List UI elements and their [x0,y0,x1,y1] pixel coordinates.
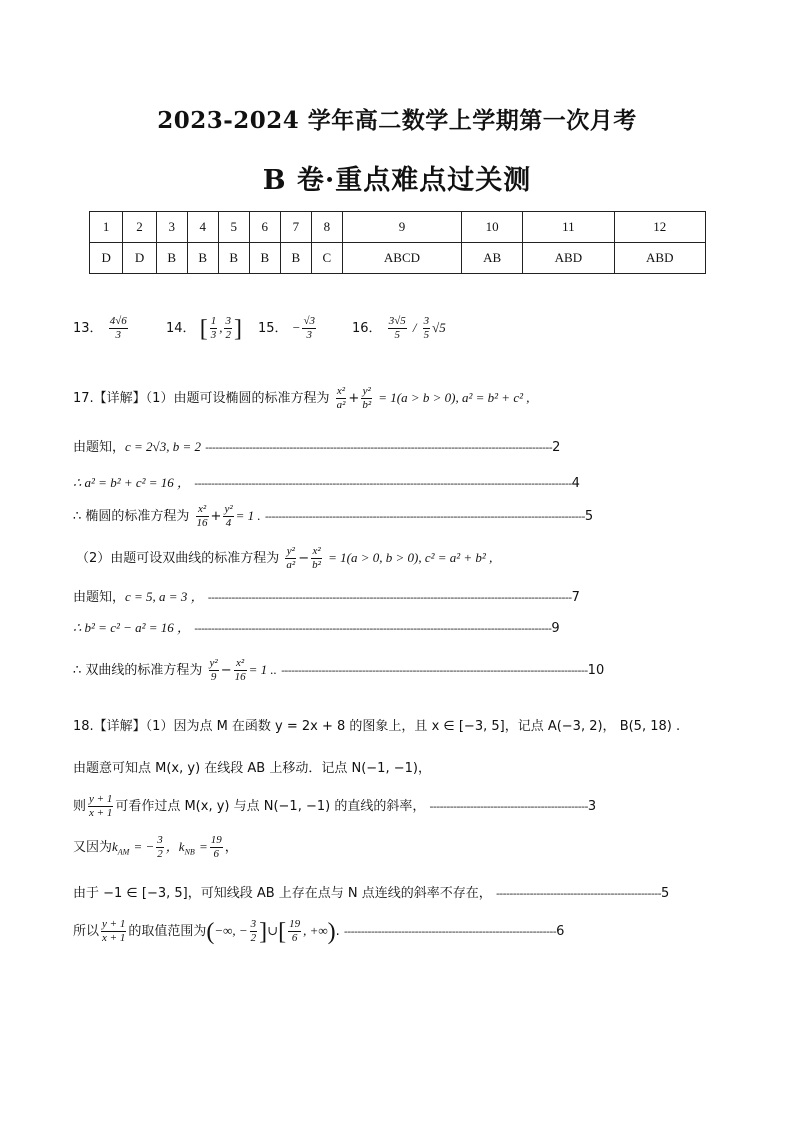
k-nb-den: 6 [213,848,219,860]
q18-l1-text: 由题意可知点 M(x, y) 在线段 AB 上移动．记点 N(−1, −1)， [73,761,431,776]
answer-table [89,211,706,274]
score-mark: 10 [587,663,605,678]
answer-cell: B [218,243,249,274]
q18-intro-text: 18.【详解】（1）因为点 M 在函数 y = 2x + 8 的图象上，且 x ∈ [−3, 5]，记点 A(−3, 2)， B(5, 18) . [73,719,681,734]
slope-num: y + 1 [89,793,113,805]
score-leader: ------------------------------------------------------------------------------------------------------- [205,441,553,454]
fill-answer-13 [73,315,130,342]
ellipse-frac-x: $\frac{\text{x²}}{\text{a²}}$ [336,385,346,411]
q18-l5-end: . [335,924,340,939]
q16-alt-tail: √5 [432,320,446,335]
answer-cell: D [90,243,123,274]
q14-b-den: 2 [225,329,231,341]
q17-l2-math: ∴ a² = b² + c² = 16 ， [73,475,191,490]
comma: , [219,320,223,335]
score-mark: 3 [587,799,597,814]
score-leader: ------------------------------------------------------------------------------------------------------------ [207,591,572,604]
q17-p2-math: = 1(a > 0, b > 0), c² = a² + b² , [328,550,493,565]
question-number: 8 [311,212,342,243]
answer-cell: ABD [523,243,614,274]
q14-a-den: 3 [210,329,217,341]
range-b1-num: 3 [250,918,257,930]
score-mark: 4 [571,476,580,491]
q14-frac-b [224,315,232,342]
q17-intro: 17.【详解】（1）由题可设椭圆的标准方程为 $\frac{\text{x²}}{\text{a²}}$ + $\frac{\text{y²}}{\text{b²}}$ = 1(a > b > 0), a² = b² + c² , [73,385,530,411]
eq-1: = − [133,839,155,854]
q18-l3-end: ， [224,840,238,855]
question-number: 7 [280,212,311,243]
score-leader: ---------------------------------------------------------------------------------------------------------------- [194,477,572,490]
exam-subtitle: B 卷·重点难点过关测 [262,165,532,196]
range-part-a: −∞, − [214,923,248,938]
answer-table-answer-row [90,243,706,274]
range-bound-2 [288,918,301,945]
range-num: y + 1 [102,918,126,930]
q17-l4-text: 由题知， [73,590,126,605]
q14-frac-a [210,315,218,342]
answer-cell: D [123,243,156,274]
score-leader: --------------------------------------------------------------- [343,925,557,938]
q17-p2-text: （2）由题可设双曲线的标准方程为 [76,551,280,566]
q17-l5-math: ∴ b² = c² − a² = 16 ， [73,620,191,635]
q18-l3-pre: 又因为 [73,840,113,855]
score-leader: ----------------------------------------------- [429,800,588,813]
ellipse-result-x: $\frac{\text{x²}}{16}$ [196,503,208,529]
q17-l3-tail: = 1 . [235,508,261,523]
score-mark: 6 [556,924,565,939]
fill-answer-15 [258,315,318,342]
q13-fraction [109,315,128,342]
hyperbola-frac-y: $\frac{\text{y²}}{\text{a²}}$ [286,545,296,571]
score-leader: ------------------------------------------------------------------------------------------- [281,664,588,677]
q13-den: 3 [115,329,121,341]
q16-alt-den: 5 [423,329,430,341]
q17-l1-text: 由题知， [73,440,126,455]
k-nb-sub: NB [184,847,195,857]
range-b1-den: 2 [250,932,257,944]
q15-fraction [302,315,316,342]
q18-l2-pre: 则 [73,799,87,814]
q16-den: 5 [394,329,400,341]
q17-l1-math: c = 2√3, b = 2 [125,439,201,454]
answer-cell: AB [462,243,523,274]
question-number: 6 [249,212,280,243]
q15-num: √3 [303,315,316,327]
question-number: 4 [187,212,218,243]
answer-cell: B [280,243,311,274]
q18-line-3 [73,834,238,861]
question-number: 9 [342,212,461,243]
answer-cell: ABCD [342,243,461,274]
q16-label: 16． [352,321,382,336]
range-b2-num: 19 [289,918,301,930]
q18-line-4 [73,882,669,901]
k-nb-num: 19 [210,834,222,846]
q18-line-5 [73,918,564,945]
question-number: 3 [156,212,187,243]
q16-num: 3√5 [388,315,406,327]
q16-alt-num: 3 [423,315,430,327]
q14-b-num: 3 [225,315,231,327]
score-mark: 2 [552,440,561,455]
question-number: 10 [462,212,523,243]
slope-den: x + 1 [89,807,113,819]
question-number: 12 [614,212,705,243]
answer-cell: B [156,243,187,274]
range-part-b: , +∞ [303,923,328,938]
k-am-sub: AM [117,847,130,857]
answer-cell: ABD [614,243,705,274]
score-mark: 9 [551,621,560,636]
range-fraction [101,918,126,945]
q17-line-1 [73,436,560,455]
ellipse-frac-y: $\frac{\text{y²}}{\text{b²}}$ [362,385,372,411]
k-am-num: 3 [157,834,163,846]
left-bracket: [ [278,918,287,945]
question-number: 1 [90,212,123,243]
q17-l3-text: ∴ 椭圆的标准方程为 [73,509,190,524]
score-leader: ---------------------------------------------------------------------------------------------------------- [194,622,552,635]
q18-line-1 [73,757,431,776]
q17-line-3: ∴ 椭圆的标准方程为 $\frac{\text{x²}}{16}$ + $\frac{\text{y²}}{4}$ = 1 . -----------------------------------------------------------------------------------------------5 [73,503,594,529]
q17-part-2: （2）由题可设双曲线的标准方程为 $\frac{\text{y²}}{\text{a²}}$ − $\frac{\text{x²}}{\text{b²}}$ = 1(a > 0, b > 0), c² = a² + b² , [76,545,493,571]
q18-l2-post: 可看作过点 M(x, y) 与点 N(−1, −1) 的直线的斜率， [115,799,426,814]
k-am: k [112,839,118,854]
k-am-value [156,834,164,861]
q14-label: 14． [166,321,196,336]
hyperbola-result-x: $\frac{\text{x²}}{16}$ [234,657,246,683]
score-mark: 7 [571,590,580,605]
q17-intro-math: = 1(a > b > 0), a² = b² + c² , [378,390,530,405]
q13-label: 13． [73,321,103,336]
q18-l5-pre: 所以 [73,924,100,939]
q18-l5-mid: 的取值范围为 [128,924,207,939]
q18-line-2 [73,793,596,820]
answer-cell: C [311,243,342,274]
q16-alt-fraction [423,315,431,342]
right-bracket: ] [259,918,268,945]
eq-2: = [198,839,208,854]
hyperbola-frac-x: $\frac{\text{x²}}{\text{b²}}$ [312,545,321,571]
exam-title: 2023-2024 学年高二数学上学期第一次月考 [157,107,637,134]
range-b2-den: 6 [291,932,298,944]
q13-num: 4√6 [109,315,127,327]
question-number: 11 [523,212,614,243]
slope-fraction [88,793,113,820]
q18-l4-text: 由于 −1 ∈ [−3, 5]，可知线段 AB 上存在点与 N 点连线的斜率不存在， [73,886,492,901]
score-mark: 5 [584,509,594,524]
q17-line-2 [73,472,580,491]
q16-fraction [388,315,407,342]
q15-sign: − [291,320,301,335]
right-bracket: ] [233,315,242,342]
score-leader: ----------------------------------------------------------------------------------------------- [264,510,585,523]
q17-line-5 [73,617,560,636]
q15-label: 15． [258,321,288,336]
ellipse-result-y: $\frac{\text{y²}}{4}$ [224,503,233,529]
k-nb: ，k [165,839,185,854]
q17-intro-text: 17.【详解】（1）由题可设椭圆的标准方程为 [73,391,330,406]
q14-a-num: 1 [210,315,217,327]
hyperbola-result-y: $\frac{\text{y²}}{9}$ [209,657,218,683]
score-mark: 5 [661,886,670,901]
score-leader: ------------------------------------------------- [495,887,662,900]
answer-cell: B [249,243,280,274]
right-paren: ) [327,918,336,945]
q17-l6-tail: = 1 .. [248,662,277,677]
answer-cell: B [187,243,218,274]
q16-separator: / [412,320,417,335]
left-bracket: [ [199,315,208,342]
q17-line-6: ∴ 双曲线的标准方程为 $\frac{\text{y²}}{9}$ − $\frac{\text{x²}}{16}$ = 1 .. -------------------------------------------------------------------------------------------10 [73,657,605,683]
question-number: 5 [218,212,249,243]
fill-answer-16 [352,315,446,342]
range-den: x + 1 [102,932,126,944]
q15-den: 3 [306,329,312,341]
k-nb-value [210,834,223,861]
union-symbol: ∪ [267,923,279,938]
fill-answer-14 [166,315,242,342]
left-paren: ( [206,918,215,945]
range-bound-1 [250,918,258,945]
question-number: 2 [123,212,156,243]
q18-intro [73,715,680,734]
q17-l4-math: c = 5, a = 3 ， [125,589,204,604]
answer-table-number-row [90,212,706,243]
k-am-den: 2 [157,848,163,860]
q17-l6-text: ∴ 双曲线的标准方程为 [73,663,203,678]
q17-line-4 [73,586,580,605]
